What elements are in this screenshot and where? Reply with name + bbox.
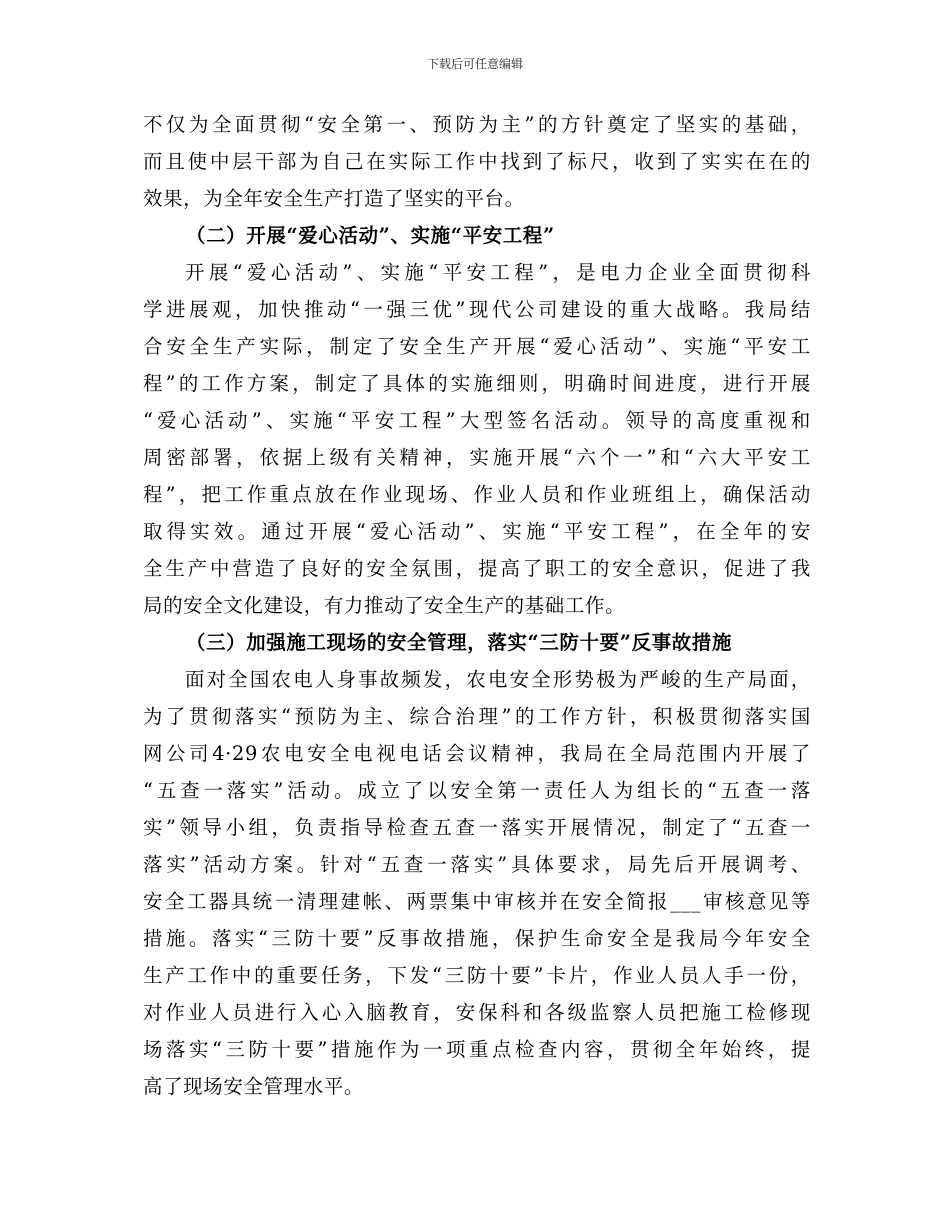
body-line: 落实”活动方案。针对“五查一落实”具体要求，局先后开展调考、 xyxy=(143,853,811,876)
body-line: “五查一落实”活动。成立了以安全第一责任人为组长的“五查一落 xyxy=(143,779,811,802)
section-heading-3: （三）加强施工现场的安全管理，落实“三防十要”反事故措施 xyxy=(186,631,733,654)
body-line: 高了现场安全管理水平。 xyxy=(143,1075,364,1098)
body-line: “爱心活动”、实施“平安工程”大型签名活动。领导的高度重视和 xyxy=(143,409,811,432)
body-line: 学进展观，加快推动“一强三优”现代公司建设的重大战略。我局结 xyxy=(143,298,811,321)
body-line: 对作业人员进行入心入脑教育，安保科和各级监察人员把施工检修现 xyxy=(143,1001,811,1024)
body-line: 全生产中营造了良好的安全氛围，提高了职工的安全意识，促进了我 xyxy=(143,557,811,580)
body-line: 实”领导小组，负责指导检查五查一落实开展情况，制定了“五查一 xyxy=(143,816,811,839)
page-header: 下载后可任意编辑 xyxy=(426,57,523,71)
section-heading-2: （二）开展“爱心活动”、实施“平安工程” xyxy=(186,224,555,247)
body-line: 开展“爱心活动”、实施“平安工程”，是电力企业全面贯彻科 xyxy=(185,261,811,284)
body-line: 网公司4·29农电安全电视电话会议精神，我局在全局范围内开展了 xyxy=(143,742,811,765)
body-line: 局的安全文化建设，有力推动了安全生产的基础工作。 xyxy=(143,594,626,617)
body-line: 程”，把工作重点放在作业现场、作业人员和作业班组上，确保活动 xyxy=(143,483,811,506)
body-line: 而且使中层干部为自己在实际工作中找到了标尺，收到了实实在在的 xyxy=(143,150,811,173)
body-line: 面对全国农电人身事故频发，农电安全形势极为严峻的生产局面， xyxy=(185,668,811,691)
body-line: 为了贯彻落实“预防为主、综合治理”的工作方针，积极贯彻落实国 xyxy=(143,705,811,728)
body-line: 取得实效。通过开展“爱心活动”、实施“平安工程”，在全年的安 xyxy=(143,520,811,543)
body-line: 程”的工作方案，制定了具体的实施细则，明确时间进度，进行开展 xyxy=(143,372,811,395)
body-line: 合安全生产实际，制定了安全生产开展“爱心活动”、实施“平安工 xyxy=(143,335,811,358)
body-line: 不仅为全面贯彻“安全第一、预防为主”的方针奠定了坚实的基础， xyxy=(143,113,811,136)
body-line: 周密部署，依据上级有关精神，实施开展“六个一”和“六大平安工 xyxy=(143,446,811,469)
body-line: 生产工作中的重要任务，下发“三防十要”卡片，作业人员人手一份， xyxy=(143,964,811,987)
body-line: 安全工器具统一清理建帐、两票集中审核并在安全简报___审核意见等 xyxy=(143,890,811,913)
body-line: 措施。落实“三防十要”反事故措施，保护生命安全是我局今年安全 xyxy=(143,927,811,950)
document-body xyxy=(143,106,811,1105)
body-line: 场落实“三防十要”措施作为一项重点检查内容，贯彻全年始终，提 xyxy=(143,1038,811,1061)
body-line: 效果，为全年安全生产打造了坚实的平台。 xyxy=(143,187,525,210)
